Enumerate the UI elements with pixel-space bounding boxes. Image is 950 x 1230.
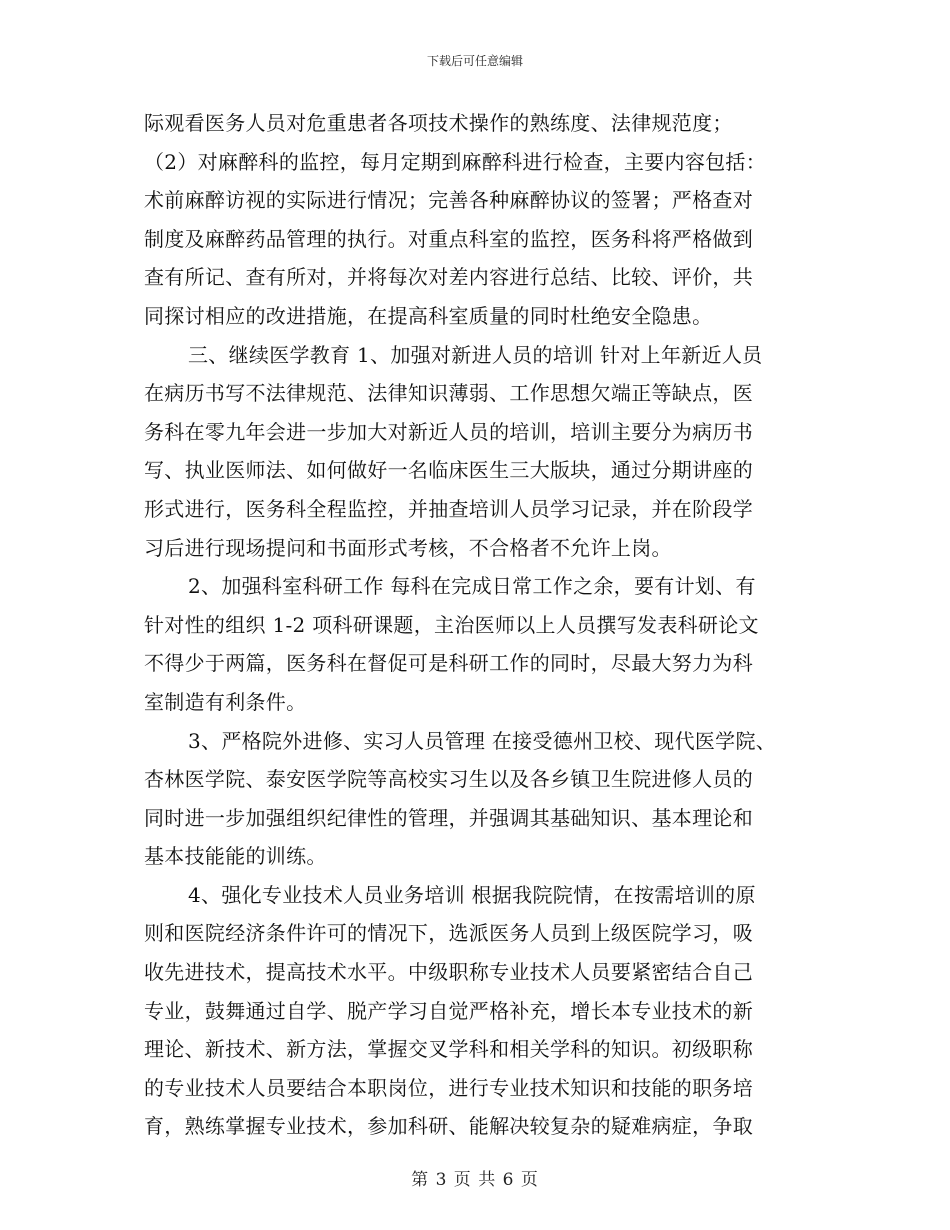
text-line: 的专业技术人员要结合本职岗位，进行专业技术知识和技能的职务培 (144, 1075, 753, 1100)
text-line: 术前麻醉访视的实际进行情况；完善各种麻醉协议的签署；严格查对 (144, 188, 753, 213)
text-line: 形式进行，医务科全程监控，并抽查培训人员学习记录，并在阶段学 (144, 496, 753, 521)
text-line: 杏林医学院、泰安医学院等高校实习生以及各乡镇卫生院进修人员的 (144, 767, 753, 792)
page-footer: 第 3 页 共 6 页 (411, 1170, 539, 1190)
text-line: 查有所记、查有所对，并将每次对差内容进行总结、比较、评价，共 (144, 265, 753, 290)
paragraph-start-line: 4、强化专业技术人员业务培训 根据我院院情，在按需培训的原 (188, 882, 756, 907)
text-line: 专业，鼓舞通过自学、脱产学习自觉严格补充，增长本专业技术的新 (144, 998, 753, 1023)
text-line: 收先进技术，提高技术水平。中级职称专业技术人员要紧密结合自己 (144, 960, 753, 985)
text-line: 同时进一步加强组织纪律性的管理，并强调其基础知识、基本理论和 (144, 805, 753, 830)
paragraph-start-line: 3、严格院外进修、实习人员管理 在接受德州卫校、现代医学院、 (188, 728, 777, 753)
text-line: 习后进行现场提问和书面形式考核，不合格者不允许上岗。 (144, 535, 672, 560)
text-line: 基本技能能的训练。 (144, 844, 327, 869)
text-line: 际观看医务人员对危重患者各项技术操作的熟练度、法律规范度； (144, 111, 733, 135)
text-line: 则和医院经济条件许可的情况下，选派医务人员到上级医院学习，吸 (144, 921, 753, 946)
text-line: 同探讨相应的改进措施，在提高科室质量的同时杜绝安全隐患。 (144, 303, 713, 328)
text-line: 育，熟练掌握专业技术，参加科研、能解决较复杂的疑难病症，争取 (144, 1114, 753, 1139)
text-line: 制度及麻醉药品管理的执行。对重点科室的监控，医务科将严格做到 (144, 226, 753, 251)
text-line: 不得少于两篇，医务科在督促可是科研工作的同时，尽最大努力为科 (144, 651, 753, 676)
text-line: 理论、新技术、新方法，掌握交叉学科和相关学科的知识。初级职称 (144, 1037, 753, 1062)
text-line: 室制造有利条件。 (144, 689, 307, 714)
page-header: 下载后可任意编辑 (426, 54, 523, 68)
text-line: 务科在零九年会进一步加大对新近人员的培训，培训主要分为病历书 (144, 419, 753, 444)
text-line: 针对性的组织 1-2 项科研课题，主治医师以上人员撰写发表科研论文 (144, 612, 759, 637)
text-line: （2）对麻醉科的监控，每月定期到麻醉科进行检查，主要内容包括： (144, 149, 767, 174)
text-line: 在病历书写不法律规范、法律知识薄弱、工作思想欠端正等缺点，医 (144, 381, 753, 406)
section-heading-line: 三、继续医学教育 1、加强对新进人员的培训 针对上年新近人员 (188, 342, 763, 367)
paragraph-start-line: 2、加强科室科研工作 每科在完成日常工作之余，要有计划、有 (188, 574, 756, 599)
document-body (144, 104, 808, 1146)
text-line: 写、执业医师法、如何做好一名临床医生三大版块，通过分期讲座的 (144, 458, 753, 483)
